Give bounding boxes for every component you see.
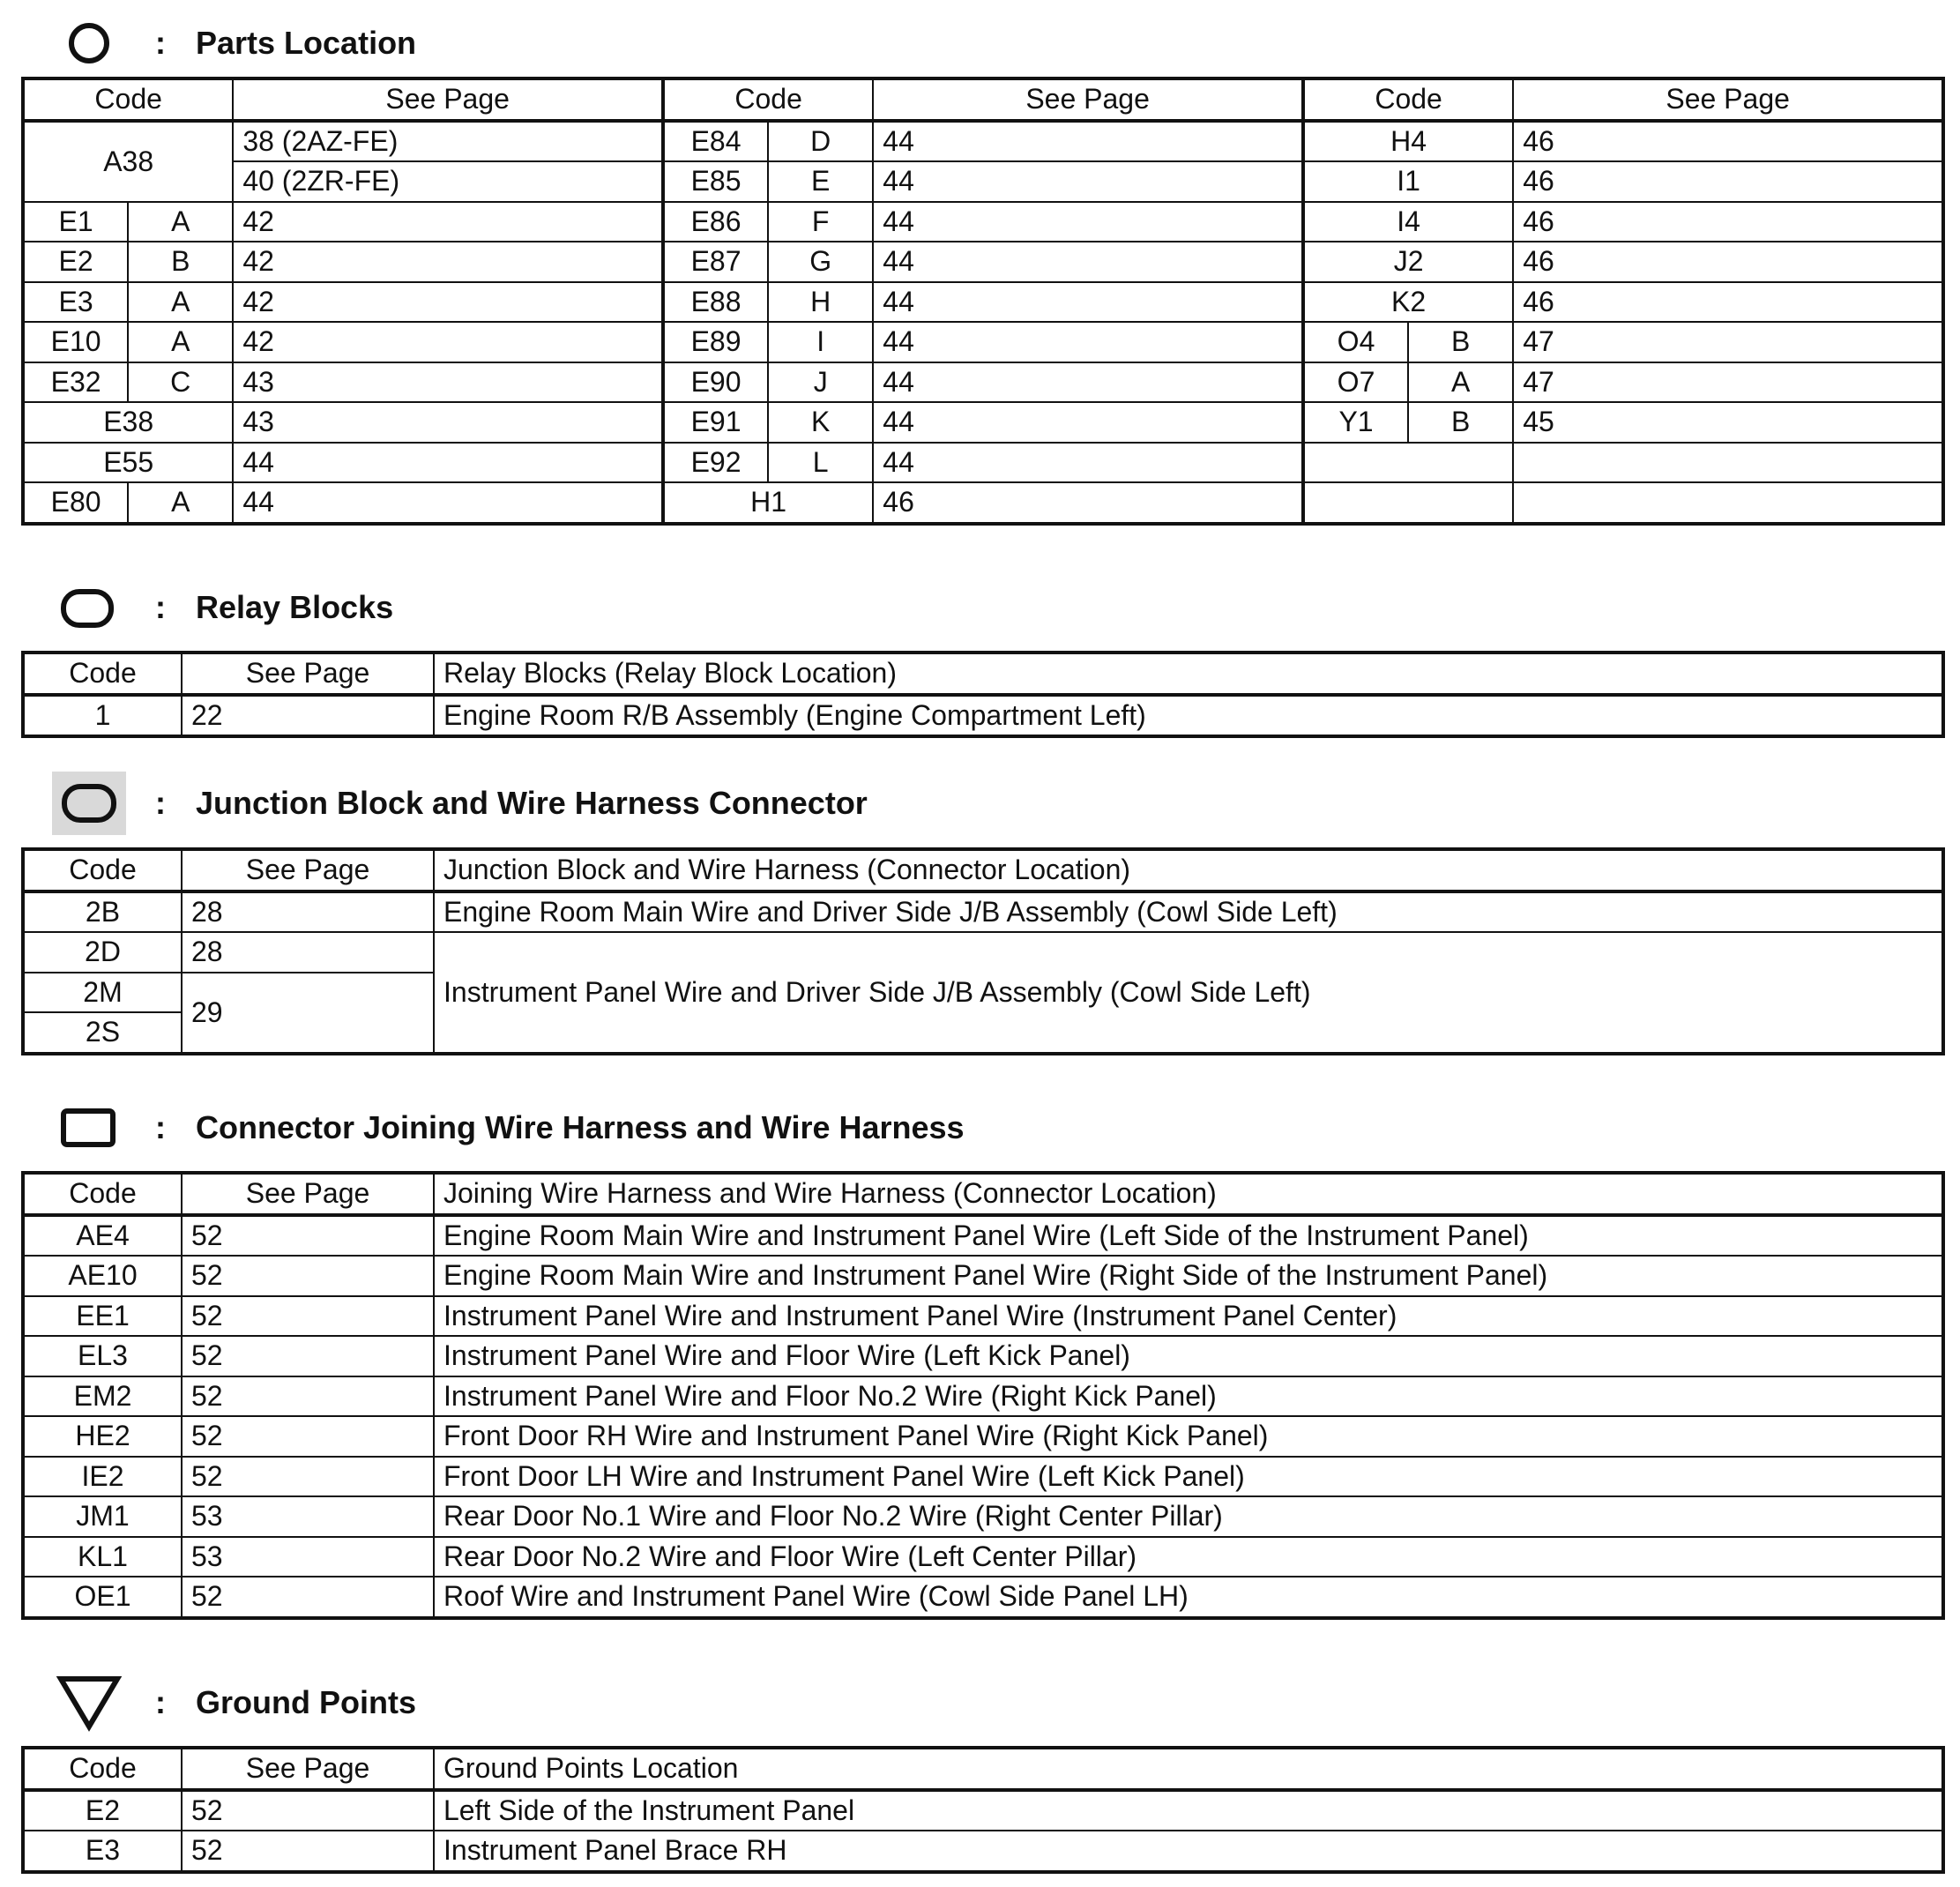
sub-code-cell: C: [128, 362, 233, 403]
table-row: [23, 1577, 1943, 1618]
description-cell: Rear Door No.2 Wire and Floor Wire (Left Center Pillar): [434, 1537, 1943, 1577]
section-title: Relay Blocks: [196, 589, 394, 625]
table-row: [23, 202, 1943, 242]
page-cell: 46: [873, 482, 1303, 524]
code-cell: E2: [23, 242, 128, 282]
header-see-page: See Page: [182, 653, 434, 695]
parts-location-heading: [49, 12, 416, 74]
page-cell: 40 (2ZR-FE): [233, 161, 663, 202]
sub-code-cell: A: [128, 482, 233, 524]
code-cell: H1: [663, 482, 873, 524]
table-row: [23, 443, 1943, 483]
table-header-row: [23, 78, 1943, 121]
page-cell: 44: [873, 362, 1303, 403]
code-cell: I1: [1303, 161, 1513, 202]
page-cell: 42: [233, 202, 663, 242]
page-cell: 45: [1513, 402, 1943, 443]
page-cell: 44: [873, 161, 1303, 202]
table-row: [23, 695, 1943, 737]
page-cell: 52: [182, 1577, 434, 1618]
sub-code-cell: J: [768, 362, 873, 403]
page-cell: 47: [1513, 362, 1943, 403]
table-row: [23, 1537, 1943, 1577]
page-cell: 44: [233, 482, 663, 524]
page-cell: 53: [182, 1537, 434, 1577]
code-cell: O7: [1303, 362, 1408, 403]
description-cell: Roof Wire and Instrument Panel Wire (Cowl Side Panel LH): [434, 1577, 1943, 1618]
description-cell: Instrument Panel Wire and Floor No.2 Wire (Right Kick Panel): [434, 1376, 1943, 1417]
code-cell: JM1: [23, 1496, 182, 1537]
code-cell: E92: [663, 443, 768, 483]
description-cell: Instrument Panel Wire and Instrument Panel Wire (Instrument Panel Center): [434, 1296, 1943, 1337]
page-cell: 53: [182, 1496, 434, 1537]
page-cell: 44: [233, 443, 663, 483]
page-cell: 42: [233, 322, 663, 362]
empty-cell: [1303, 443, 1513, 483]
code-cell: E89: [663, 322, 768, 362]
table-row: [23, 362, 1943, 403]
header-description: Relay Blocks (Relay Block Location): [434, 653, 1943, 695]
page-cell: 42: [233, 242, 663, 282]
code-cell: E10: [23, 322, 128, 362]
code-cell: 1: [23, 695, 182, 737]
header-see-page: See Page: [233, 78, 663, 121]
code-cell: OE1: [23, 1577, 182, 1618]
relay-blocks-table: [21, 651, 1945, 738]
page-cell: 28: [182, 891, 434, 933]
code-cell: H4: [1303, 121, 1513, 162]
page-cell: 46: [1513, 161, 1943, 202]
page-cell: 46: [1513, 242, 1943, 282]
table-row: [23, 1831, 1943, 1872]
code-cell: O4: [1303, 322, 1408, 362]
sub-code-cell: H: [768, 282, 873, 323]
description-cell: Left Side of the Instrument Panel: [434, 1790, 1943, 1831]
ground-points-heading: [49, 1672, 416, 1734]
sub-code-cell: A: [128, 202, 233, 242]
rounded-rectangle-icon: [49, 577, 129, 638]
header-see-page: See Page: [873, 78, 1303, 121]
heading-colon: :: [155, 1109, 166, 1145]
parts-location-table: [21, 77, 1945, 526]
table-row: [23, 1215, 1943, 1257]
table-row: [23, 322, 1943, 362]
relay-blocks-heading: [49, 577, 393, 638]
sub-code-cell: A: [1408, 362, 1513, 403]
code-cell: AE4: [23, 1215, 182, 1257]
table-row: [23, 1790, 1943, 1831]
page-cell: 44: [873, 242, 1303, 282]
heading-colon: :: [155, 589, 166, 625]
sub-code-cell: L: [768, 443, 873, 483]
table-row: [23, 1496, 1943, 1537]
section-title: Connector Joining Wire Harness and Wire Harness: [196, 1109, 965, 1145]
table-row: [23, 402, 1943, 443]
page-cell: 44: [873, 282, 1303, 323]
code-cell: E91: [663, 402, 768, 443]
section-title: Junction Block and Wire Harness Connector: [196, 785, 868, 821]
ground-points-table: [21, 1746, 1945, 1874]
sub-code-cell: I: [768, 322, 873, 362]
description-cell: Rear Door No.1 Wire and Floor No.2 Wire (Right Center Pillar): [434, 1496, 1943, 1537]
description-cell: Engine Room R/B Assembly (Engine Compartment Left): [434, 695, 1943, 737]
code-cell: AE10: [23, 1256, 182, 1296]
code-cell: HE2: [23, 1416, 182, 1457]
sub-code-cell: D: [768, 121, 873, 162]
page-cell: 46: [1513, 121, 1943, 162]
code-cell: E3: [23, 1831, 182, 1872]
code-cell: 2M: [23, 973, 182, 1013]
table-header-row: [23, 1748, 1943, 1790]
heading-colon: :: [155, 25, 166, 61]
code-cell: E87: [663, 242, 768, 282]
description-cell: Instrument Panel Brace RH: [434, 1831, 1943, 1872]
sub-code-cell: A: [128, 322, 233, 362]
page-cell: 44: [873, 322, 1303, 362]
page-cell: 52: [182, 1215, 434, 1257]
table-row: [23, 482, 1943, 524]
page-cell: 52: [182, 1416, 434, 1457]
page-cell: 52: [182, 1831, 434, 1872]
header-description: Ground Points Location: [434, 1748, 1943, 1790]
table-row: [23, 1256, 1943, 1296]
page-cell: 43: [233, 362, 663, 403]
code-cell: 2B: [23, 891, 182, 933]
page-cell: 43: [233, 402, 663, 443]
table-row: [23, 121, 1943, 162]
page-cell: 52: [182, 1296, 434, 1337]
code-cell: E88: [663, 282, 768, 323]
sub-code-cell: K: [768, 402, 873, 443]
code-cell: A38: [23, 121, 233, 202]
triangle-down-icon: [49, 1672, 129, 1734]
header-see-page: See Page: [1513, 78, 1943, 121]
heading-colon: :: [155, 1684, 166, 1720]
page-cell: 52: [182, 1376, 434, 1417]
description-cell: Engine Room Main Wire and Instrument Panel Wire (Left Side of the Instrument Panel): [434, 1215, 1943, 1257]
description-cell: Front Door RH Wire and Instrument Panel Wire (Right Kick Panel): [434, 1416, 1943, 1457]
header-code: Code: [23, 1748, 182, 1790]
page-cell: 52: [182, 1256, 434, 1296]
code-cell: J2: [1303, 242, 1513, 282]
connector-joining-table: [21, 1171, 1945, 1620]
header-code: Code: [663, 78, 873, 121]
page-cell: 52: [182, 1336, 434, 1376]
table-row: [23, 891, 1943, 933]
page-cell: 44: [873, 121, 1303, 162]
code-cell: K2: [1303, 282, 1513, 323]
code-cell: KL1: [23, 1537, 182, 1577]
page-cell: 44: [873, 402, 1303, 443]
table-row: [23, 1296, 1943, 1337]
code-cell: E2: [23, 1790, 182, 1831]
code-cell: E80: [23, 482, 128, 524]
table-row: [23, 1416, 1943, 1457]
code-cell: EM2: [23, 1376, 182, 1417]
connector-joining-heading: [49, 1097, 965, 1159]
rectangle-icon: [49, 1097, 129, 1159]
sub-code-cell: B: [1408, 322, 1513, 362]
page-cell: 52: [182, 1457, 434, 1497]
junction-block-table: [21, 847, 1945, 1055]
table-row: [23, 161, 1943, 202]
code-cell: E86: [663, 202, 768, 242]
header-see-page: See Page: [182, 1173, 434, 1215]
header-description: Joining Wire Harness and Wire Harness (Connector Location): [434, 1173, 1943, 1215]
page-cell: 44: [873, 443, 1303, 483]
sub-code-cell: A: [128, 282, 233, 323]
section-title: Parts Location: [196, 25, 417, 61]
code-cell: EL3: [23, 1336, 182, 1376]
code-cell: E3: [23, 282, 128, 323]
code-cell: Y1: [1303, 402, 1408, 443]
code-cell: IE2: [23, 1457, 182, 1497]
description-cell: Engine Room Main Wire and Instrument Panel Wire (Right Side of the Instrument Panel): [434, 1256, 1943, 1296]
shaded-rounded-rectangle-icon: [49, 772, 129, 834]
sub-code-cell: E: [768, 161, 873, 202]
description-cell: Instrument Panel Wire and Floor Wire (Left Kick Panel): [434, 1336, 1943, 1376]
table-row: [23, 1457, 1943, 1497]
code-cell: E55: [23, 443, 233, 483]
page-cell: 22: [182, 695, 434, 737]
sub-code-cell: G: [768, 242, 873, 282]
page-cell: 38 (2AZ-FE): [233, 121, 663, 162]
table-header-row: [23, 849, 1943, 891]
code-cell: E1: [23, 202, 128, 242]
code-cell: 2S: [23, 1012, 182, 1054]
page-cell: 44: [873, 202, 1303, 242]
junction-block-heading: [49, 772, 868, 834]
code-cell: E90: [663, 362, 768, 403]
table-header-row: [23, 653, 1943, 695]
page-cell: 29: [182, 973, 434, 1054]
empty-cell: [1513, 482, 1943, 524]
code-cell: E32: [23, 362, 128, 403]
header-code: Code: [1303, 78, 1513, 121]
table-row: [23, 242, 1943, 282]
header-code: Code: [23, 653, 182, 695]
description-cell: Instrument Panel Wire and Driver Side J/B Assembly (Cowl Side Left): [434, 932, 1943, 1054]
code-cell: I4: [1303, 202, 1513, 242]
code-cell: E38: [23, 402, 233, 443]
page-cell: 52: [182, 1790, 434, 1831]
header-see-page: See Page: [182, 1748, 434, 1790]
heading-colon: :: [155, 785, 166, 821]
table-row: [23, 282, 1943, 323]
page-cell: 47: [1513, 322, 1943, 362]
header-code: Code: [23, 1173, 182, 1215]
section-title: Ground Points: [196, 1684, 416, 1720]
page-cell: 46: [1513, 282, 1943, 323]
page-cell: 28: [182, 932, 434, 973]
header-description: Junction Block and Wire Harness (Connector Location): [434, 849, 1943, 891]
code-cell: E84: [663, 121, 768, 162]
description-cell: Front Door LH Wire and Instrument Panel Wire (Left Kick Panel): [434, 1457, 1943, 1497]
table-header-row: [23, 1173, 1943, 1215]
code-cell: 2D: [23, 932, 182, 973]
empty-cell: [1303, 482, 1513, 524]
page-cell: 46: [1513, 202, 1943, 242]
sub-code-cell: B: [128, 242, 233, 282]
sub-code-cell: B: [1408, 402, 1513, 443]
table-row: [23, 1336, 1943, 1376]
table-row: [23, 932, 1943, 973]
circle-icon: [49, 12, 129, 74]
description-cell: Engine Room Main Wire and Driver Side J/B Assembly (Cowl Side Left): [434, 891, 1943, 933]
header-see-page: See Page: [182, 849, 434, 891]
code-cell: E85: [663, 161, 768, 202]
empty-cell: [1513, 443, 1943, 483]
header-code: Code: [23, 78, 233, 121]
code-cell: EE1: [23, 1296, 182, 1337]
page-cell: 42: [233, 282, 663, 323]
header-code: Code: [23, 849, 182, 891]
table-row: [23, 1376, 1943, 1417]
sub-code-cell: F: [768, 202, 873, 242]
